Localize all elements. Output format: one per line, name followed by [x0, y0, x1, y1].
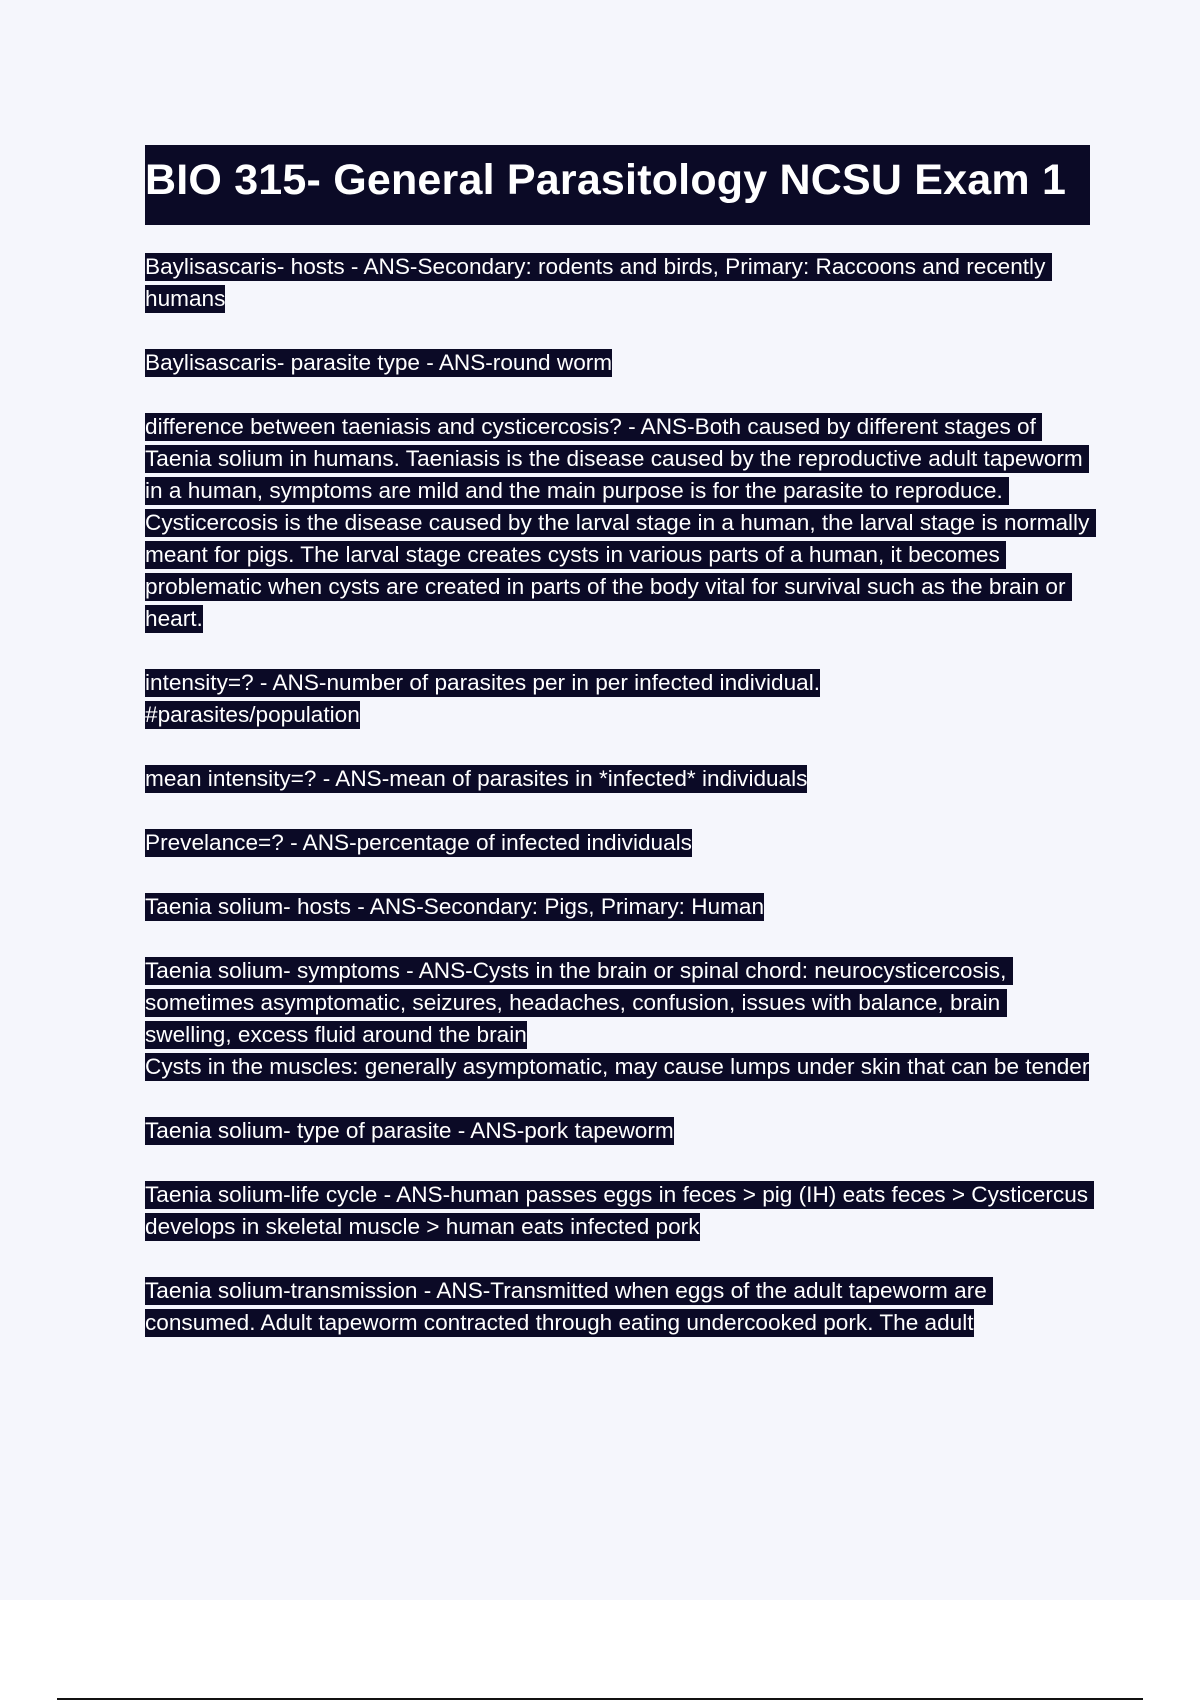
- qa-text: Prevelance=? - ANS-percentage of infected individuals: [145, 830, 692, 855]
- document-content: [145, 145, 1096, 1371]
- qa-entry: [145, 827, 1090, 859]
- qa-text: Taenia solium-transmission - ANS-Transmitted when eggs of the adult tapeworm are consumed. Adult tapeworm contracted through eating undercooked pork. The adult: [145, 1278, 994, 1335]
- qa-entry: [145, 1275, 1090, 1339]
- title-highlight: [145, 145, 1090, 225]
- qa-text: intensity=? - ANS-number of parasites per in per infected individual. #parasites/population: [145, 670, 821, 727]
- qa-entry: [145, 667, 1090, 731]
- qa-entry: [145, 955, 1090, 1083]
- page-footer-area: [0, 1600, 1200, 1700]
- qa-entry: [145, 1115, 1090, 1147]
- qa-text: Taenia solium- hosts - ANS-Secondary: Pigs, Primary: Human: [145, 894, 765, 919]
- qa-text: Taenia solium- symptoms - ANS-Cysts in the brain or spinal chord: neurocysticercosis, sometimes asymptomatic, seizures, headaches, confusion, issues with balance, brain swelling, excess fluid around the brain Cysts in the muscles: generally asymptomatic, may cause lumps under skin that can be tender: [145, 958, 1090, 1079]
- qa-entry: [145, 411, 1096, 635]
- qa-text: Baylisascaris- parasite type - ANS-round worm: [145, 350, 613, 375]
- qa-text: Baylisascaris- hosts - ANS-Secondary: rodents and birds, Primary: Raccoons and recently humans: [145, 254, 1052, 311]
- qa-text: Taenia solium- type of parasite - ANS-pork tapeworm: [145, 1118, 674, 1143]
- qa-entry: [145, 251, 1090, 315]
- qa-entry: [145, 763, 1090, 795]
- document-title: BIO 315- General Parasitology NCSU Exam 1: [145, 156, 1067, 204]
- qa-entry: [145, 347, 1090, 379]
- qa-entry: [145, 1179, 1095, 1243]
- qa-entry: [145, 891, 1090, 923]
- qa-text: mean intensity=? - ANS-mean of parasites in *infected* individuals: [145, 766, 808, 791]
- qa-text: difference between taeniasis and cysticercosis? - ANS-Both caused by different stages of Taenia solium in humans. Taeniasis is the disease caused by the reproductive adult tapeworm in a human, symptoms are mild and the main purpose is for the parasite to reproduce. Cysticercosis is the disease caused by the larval stage in a human, the larval stage is normally meant for pigs. The larval stage creates cysts in various parts of a human, it becomes problematic when cysts are created in parts of the body vital for survival such as the brain or heart.: [145, 414, 1096, 631]
- qa-text: Taenia solium-life cycle - ANS-human passes eggs in feces > pig (IH) eats feces > Cysticercus develops in skeletal muscle > human eats infected pork: [145, 1182, 1095, 1239]
